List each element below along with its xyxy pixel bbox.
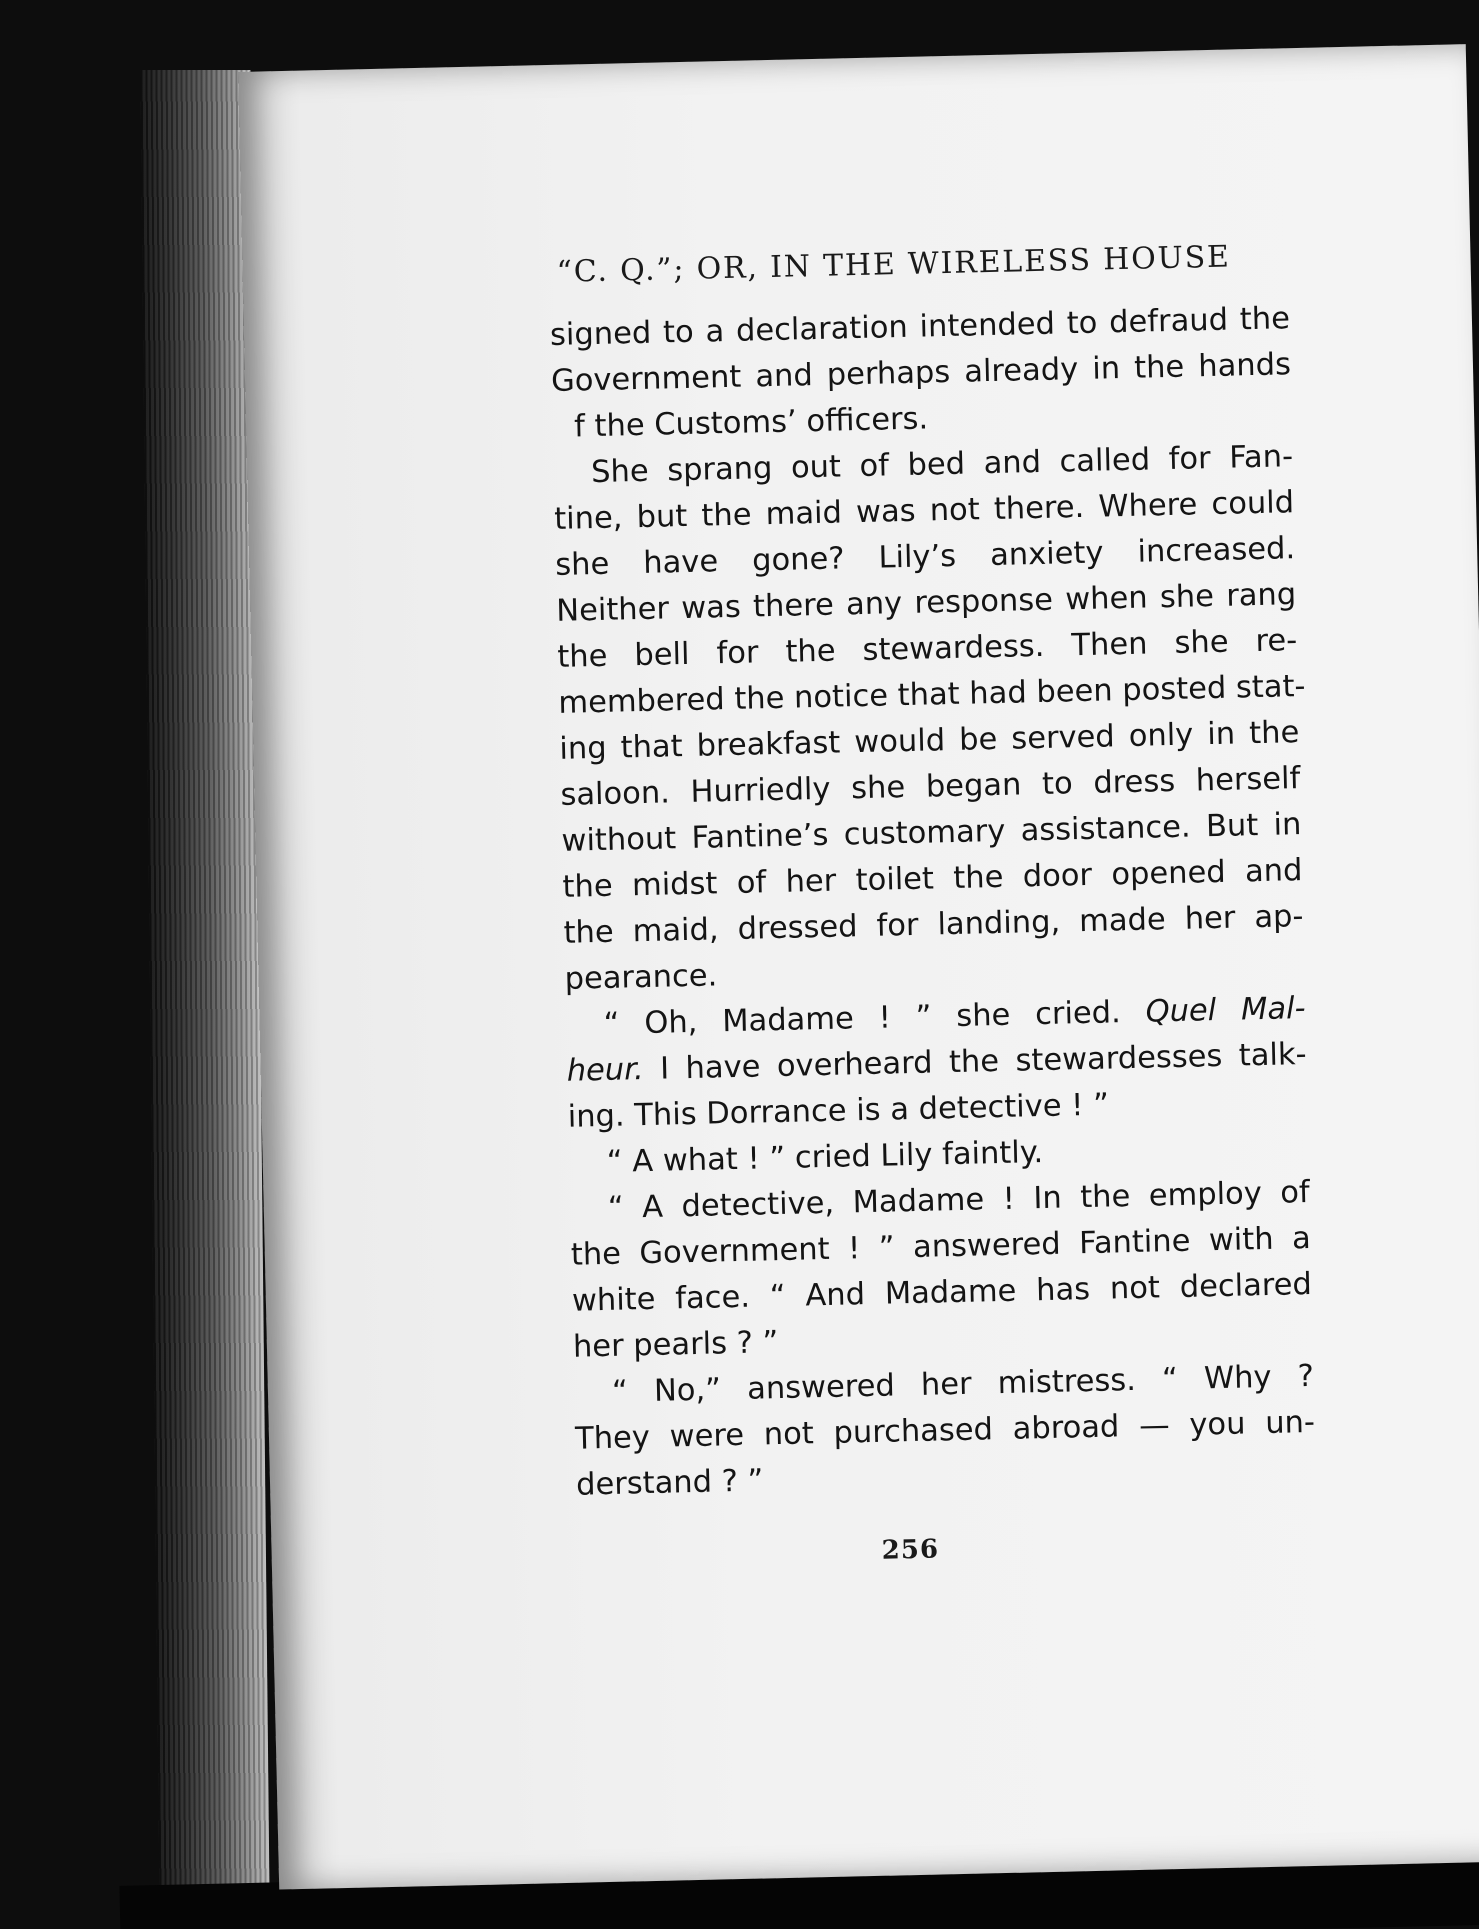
text-line: the Government ! ” answered Fantine with a (570, 1220, 1312, 1273)
text-line: she have gone? Lily’s anxiety increased. (554, 531, 1296, 583)
text-fragment: “ Oh, Madame ! ” she cried. (603, 994, 1147, 1042)
italic-phrase-continued: heur. (566, 1052, 645, 1089)
body-text (550, 296, 1317, 1508)
text-line: f the Customs’ officers. (573, 401, 929, 445)
text-line: white face. “ And Madame has not declared (571, 1266, 1313, 1319)
text-line: “ No,” answered her mistress. “ Why ? (611, 1358, 1315, 1410)
text-line: membered the notice that had been posted stat- (558, 668, 1306, 721)
text-line: ing that breakfast would be served only in the (559, 715, 1300, 767)
text-line: They were not purchased abroad — you un- (574, 1404, 1316, 1457)
text-line: “ A detective, Madame ! In the employ of (607, 1174, 1311, 1226)
book-page (238, 44, 1479, 1889)
text-line: her pearls ? ” (572, 1325, 779, 1365)
running-head: “C. Q.”; OR, IN THE WIRELESS HOUSE (556, 239, 1232, 290)
text-line: Neither was there any response when she rang (555, 577, 1297, 629)
italic-phrase: Quel Mal- (1145, 991, 1306, 1030)
text-line: ing. This Dorrance is a detective ! ” (567, 1087, 1110, 1135)
text-line: the maid, dressed for landing, made her ap- (563, 899, 1304, 951)
text-line: derstand ? ” (575, 1463, 764, 1503)
text-line: the midst of her toilet the door opened and (562, 853, 1303, 905)
text-line: Government and perhaps already in the hands (550, 347, 1292, 399)
text-line: She sprang out of bed and called for Fan- (590, 439, 1294, 491)
text-line: “ A what ! ” cried Lily faintly. (606, 1135, 1044, 1180)
text-line: tine, but the maid was not there. Where could (553, 485, 1295, 537)
text-line: without Fantine’s customary assistance. But in (561, 807, 1302, 859)
text-line: the bell for the stewardess. Then she re- (556, 623, 1298, 675)
page-number: 256 (881, 1534, 940, 1566)
text-fragment: I have overheard the stewardesses talk- (643, 1037, 1307, 1088)
text-line: signed to a declaration intended to defraud the (549, 301, 1291, 353)
text-line: saloon. Hurriedly she began to dress herself (560, 761, 1301, 813)
text-line: pearance. (564, 958, 718, 997)
